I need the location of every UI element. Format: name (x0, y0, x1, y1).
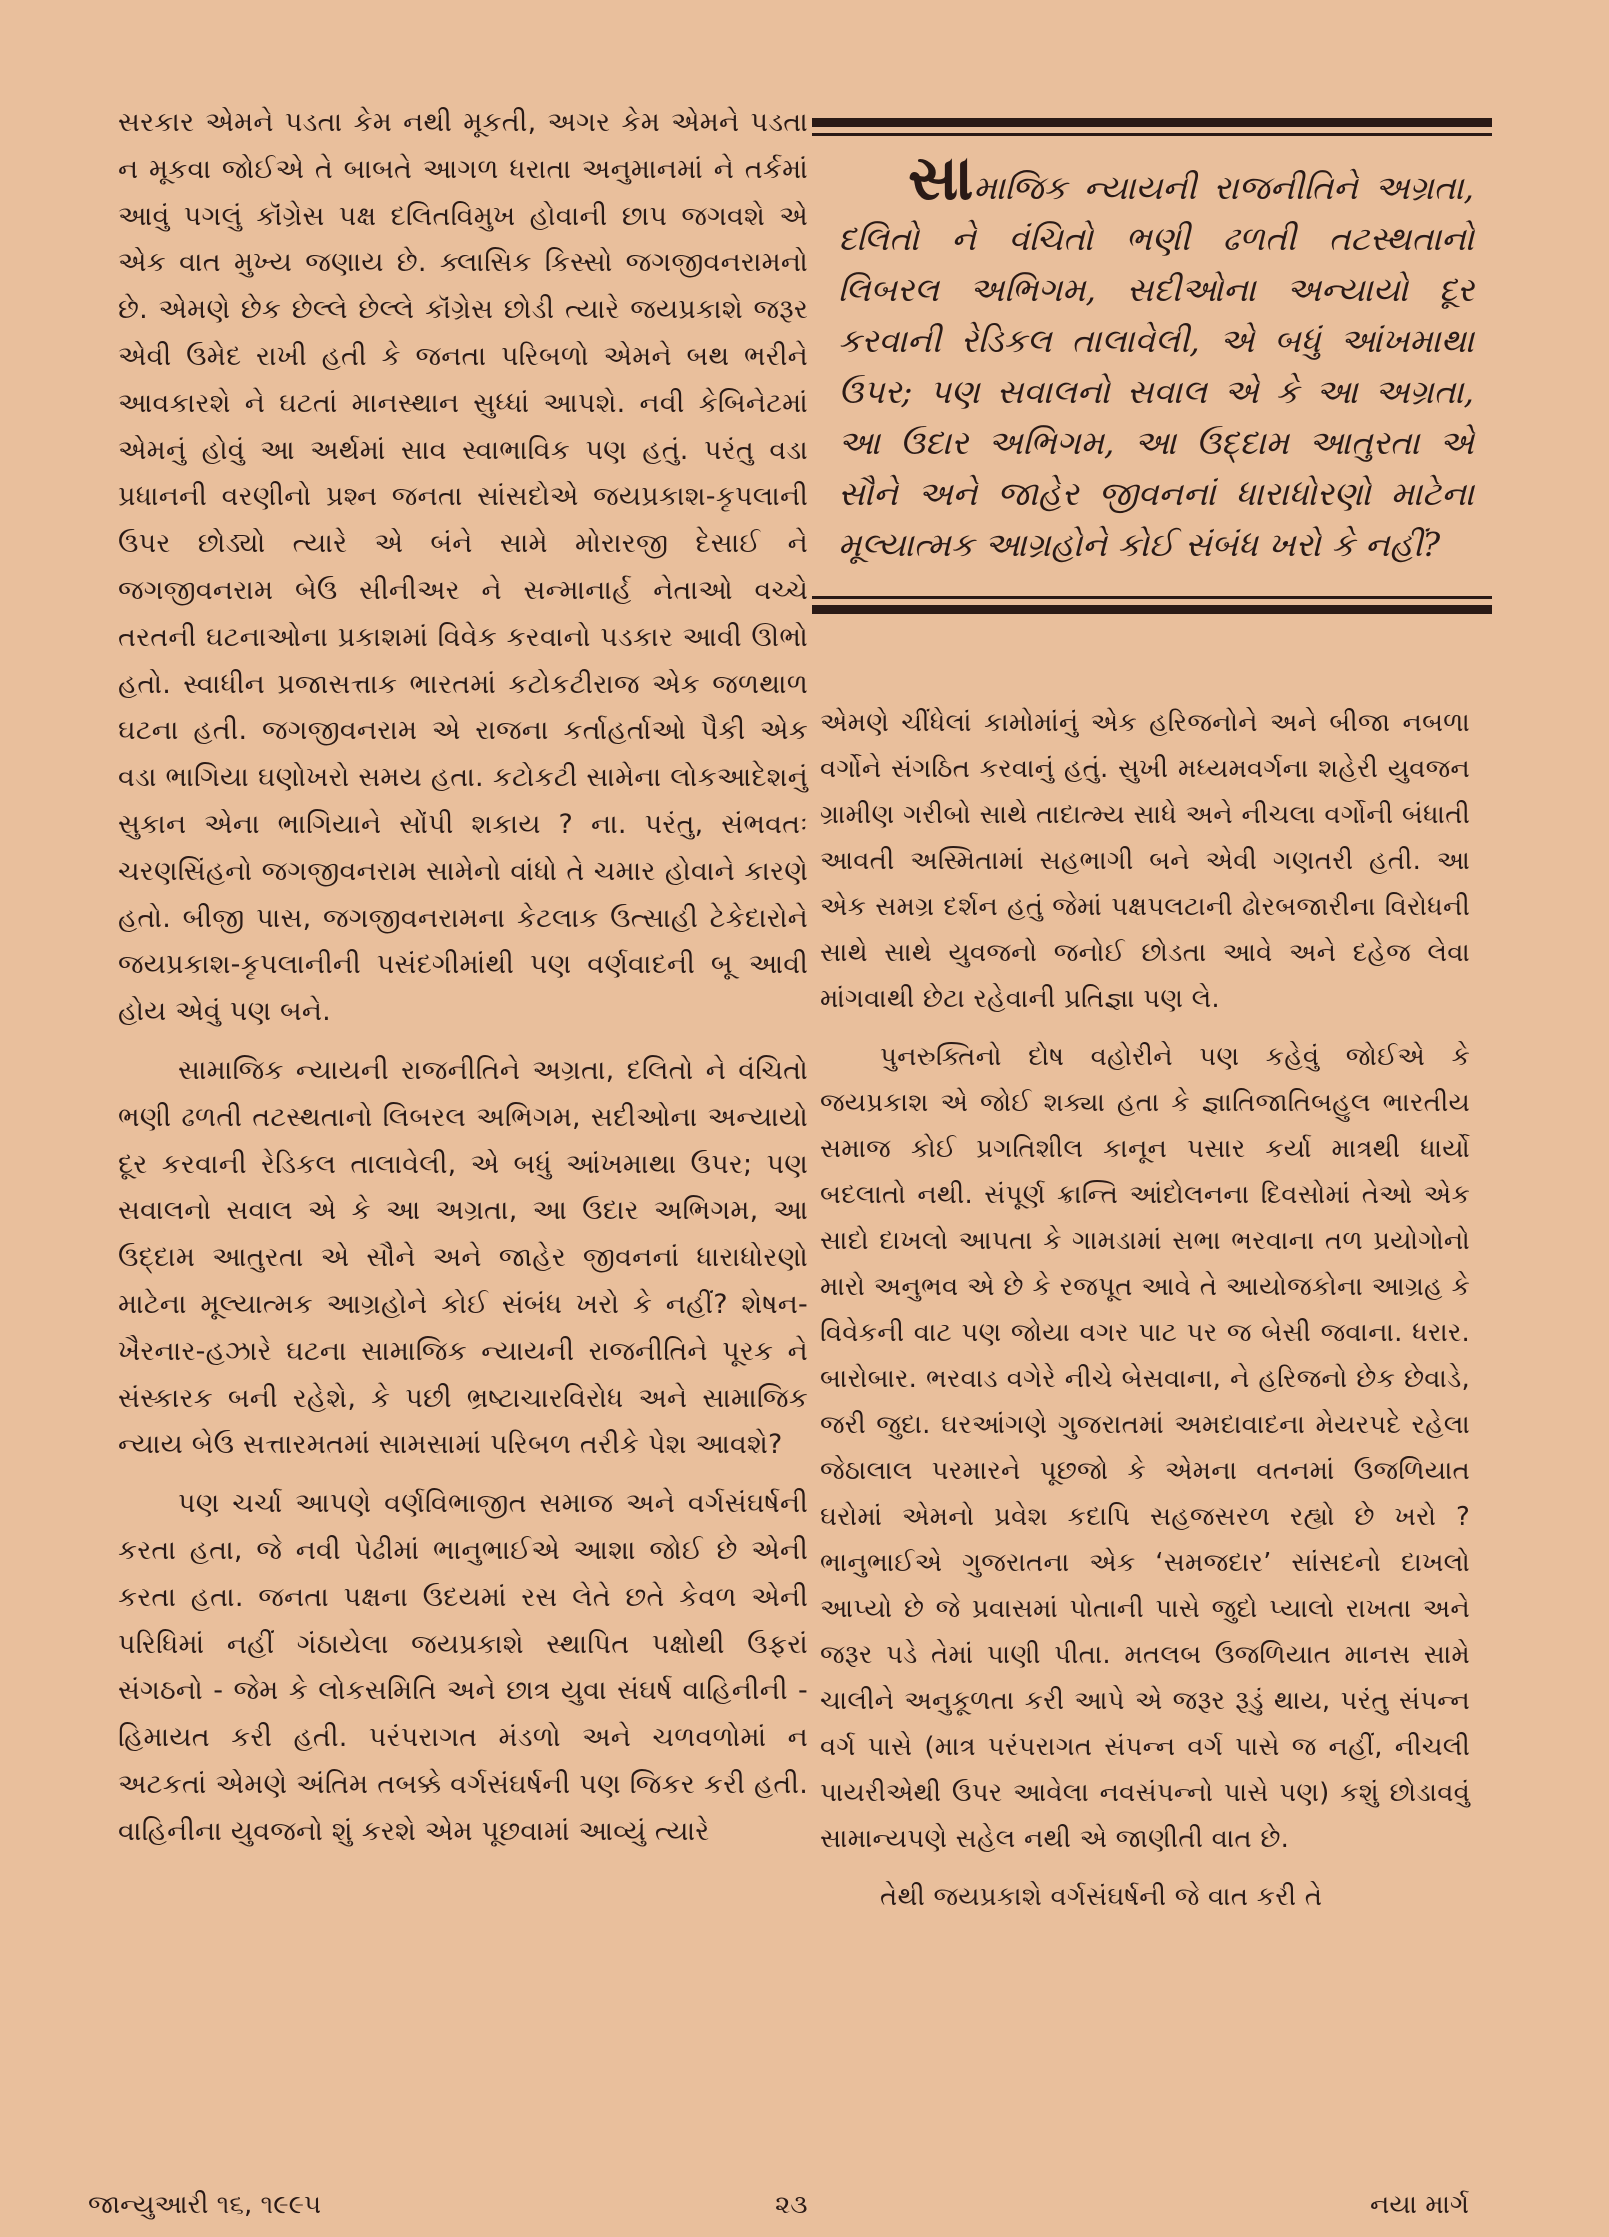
pull-quote-dropcap: સા (908, 141, 974, 214)
pull-quote-bottom-rule (812, 605, 1492, 614)
left-paragraph-2: સામાજિક ન્યાયની રાજનીતિને અગ્રતા, દલિતો ને વંચિતો ભણી ઢળતી તટસ્થતાનો લિબરલ અભિગમ, સદીઓના અન્યાયો દૂર કરવાની રેડિકલ તાલાવેલી, એ બધું આંખમાથા ઉપર; પણ સવાલનો સવાલ એ કે આ અગ્રતા, આ ઉદાર અભિગમ, આ ઉદ્દામ આતુરતા એ સૌને અને જાહેર જીવનનાં ધારાધોરણો માટેના મૂલ્યાત્મક આગ્રહોને કોઈ સંબંધ ખરો કે નહીં? શેષન-ખૈરનાર-હઝારે ઘટના સામાજિક ન્યાયની રાજનીતિને પૂરક ને સંસ્કારક બની રહેશે, કે પછી ભ્રષ્ટાચારવિરોધ અને સામાજિક ન્યાય બેઉ સત્તારમતમાં સામસામાં પરિબળ તરીકે પેશ આવશે? (118, 1054, 808, 1461)
right-paragraph-1: એમણે ચીંધેલાં કામોમાંનું એક હરિજનોને અને બીજા નબળા વર્ગોને સંગઠિત કરવાનું હતું. સુખી મધ્યમવર્ગના શહેરી યુવજન ગ્રામીણ ગરીબો સાથે તાદાત્મ્ય સાધે અને નીચલા વર્ગોની બંધાતી આવતી અસ્મિતામાં સહભાગી બને એવી ગણતરી હતી. આ એક સમગ્ર દર્શન હતું જેમાં પક્ષપલટાની ઢોરબજારીના વિરોધની સાથે સાથે યુવજનો જનોઈ છોડતા આવે અને દહેજ લેવા માંગવાથી છેટા રહેવાની પ્રતિજ્ઞા પણ લે. (820, 708, 1470, 1014)
pull-quote (812, 118, 1492, 614)
pull-quote-top-rule (812, 118, 1492, 127)
left-paragraph-3: પણ ચર્ચા આપણે વર્ણવિભાજીત સમાજ અને વર્ગસંઘર્ષની કરતા હતા, જે નવી પેઢીમાં ભાનુભાઈએ આશા જોઈ છે એની કરતા હતા. જનતા પક્ષના ઉદયમાં રસ લેતે છતે કેવળ એની પરિધિમાં નહીં ગંઠાયેલા જયપ્રકાશે સ્થાપિત પક્ષોથી ઉફરાં સંગઠનો - જેમ કે લોકસમિતિ અને છાત્ર યુવા સંઘર્ષ વાહિનીની - હિમાયત કરી હતી. પરંપરાગત મંડળો અને ચળવળોમાં ન અટકતાં એમણે અંતિમ તબક્કે વર્ગસંઘર્ષની પણ જિકર કરી હતી. વાહિનીના યુવજનો શું કરશે એમ પૂછવામાં આવ્યું ત્યારે (118, 1488, 808, 1847)
page-footer (0, 2190, 1609, 2226)
right-column (820, 700, 1470, 1932)
footer-magazine-name: નયા માર્ગ (1369, 2190, 1469, 2220)
footer-date: જાન્યુઆરી ૧૬, ૧૯૯૫ (88, 2190, 322, 2220)
pull-quote-text (812, 136, 1492, 590)
left-column (118, 100, 808, 1867)
left-paragraph-1: સરકાર એમને પડતા કેમ નથી મૂકતી, અગર કેમ એમને પડતા ન મૂકવા જોઈએ તે બાબતે આગળ ધરાતા અનુમાનમાં ને તર્કમાં આવું પગલું કૉંગ્રેસ પક્ષ દલિતવિમુખ હોવાની છાપ જગવશે એ એક વાત મુખ્ય જણાય છે. ક્લાસિક કિસ્સો જગજીવનરામનો છે. એમણે છેક છેલ્લે છેલ્લે કૉંગ્રેસ છોડી ત્યારે જયપ્રકાશે જરૂર એવી ઉમેદ રાખી હતી કે જનતા પરિબળો એમને બથ ભરીને આવકારશે ને ઘટતાં માનસ્થાન સુધ્ધાં આપશે. નવી કેબિનેટમાં એમનું હોવું આ અર્થમાં સાવ સ્વાભાવિક પણ હતું. પરંતુ વડા પ્રધાનની વરણીનો પ્રશ્ન જનતા સાંસદોએ જયપ્રકાશ-કૃપલાની ઉપર છોડ્યો ત્યારે એ બંને સામે મોરારજી દેસાઈ ને જગજીવનરામ બેઉ સીનીઅર ને સન્માનાર્હ નેતાઓ વચ્ચે તરતની ઘટનાઓના પ્રકાશમાં વિવેક કરવાનો પડકાર આવી ઊભો હતો. સ્વાધીન પ્રજાસત્તાક ભારતમાં કટોકટીરાજ એક જળથાળ ઘટના હતી. જગજીવનરામ એ રાજના કર્તાહર્તાઓ પૈકી એક વડા ભાગિયા ઘણોખરો સમય હતા. કટોકટી સામેના લોકઆદેશનું સુકાન એના ભાગિયાને સોંપી શકાય ? ના. પરંતુ, સંભવતઃ ચરણસિંહનો જગજીવનરામ સામેનો વાંધો તે ચમાર હોવાને કારણે હતો. બીજી પાસ, જગજીવનરામના કેટલાક ઉત્સાહી ટેકેદારોને જયપ્રકાશ-કૃપલાનીની પસંદગીમાંથી પણ વર્ણવાદની બૂ આવી હોય એવું પણ બને. (118, 107, 808, 1028)
footer-page-number: ૨૩ (775, 2190, 808, 2220)
pull-quote-body: માજિક ન્યાયની રાજનીતિને અગ્રતા, દલિતો ને વંચિતો ભણી ઢળતી તટસ્થતાનો લિબરલ અભિગમ, સદીઓના અન્યાયો દૂર કરવાની રેડિકલ તાલાવેલી, એ બધું આંખમાથા ઉપર; પણ સવાલનો સવાલ એ કે આ અગ્રતા, આ ઉદાર અભિગમ, આ ઉદ્દામ આતુરતા એ સૌને અને જાહેર જીવનનાં ધારાધોરણો માટેના મૂલ્યાત્મક આગ્રહોને કોઈ સંબંધ ખરો કે નહીં? (838, 168, 1474, 564)
right-paragraph-2: પુનરુક્તિનો દોષ વહોરીને પણ કહેવું જોઈએ કે જયપ્રકાશ એ જોઈ શક્યા હતા કે જ્ઞાતિજાતિબહુલ ભારતીય સમાજ કોઈ પ્રગતિશીલ કાનૂન પસાર કર્યા માત્રથી ધાર્યો બદલાતો નથી. સંપૂર્ણ ક્રાન્તિ આંદોલનના દિવસોમાં તેઓ એક સાદો દાખલો આપતા કે ગામડામાં સભા ભરવાના તળ પ્રયોગોનો મારો અનુભવ એ છે કે રજપૂત આવે તે આયોજકોના આગ્રહ કે વિવેકની વાટ પણ જોયા વગર પાટ પર જ બેસી જવાના. ધરાર. બારોબાર. ભરવાડ વગેરે નીચે બેસવાના, ને હરિજનો છેક છેવાડે, જરી જુદા. ઘરઆંગણે ગુજરાતમાં અમદાવાદના મેયરપદે રહેલા જેઠાલાલ પરમારને પૂછજો કે એમના વતનમાં ઉજળિયાત ઘરોમાં એમનો પ્રવેશ કદાપિ સહજસરળ રહ્યો છે ખરો ? ભાનુભાઈએ ગુજરાતના એક ‘સમજદાર’ સાંસદનો દાખલો આપ્યો છે જે પ્રવાસમાં પોતાની પાસે જુદો પ્યાલો રાખતા અને જરૂર પડે તેમાં પાણી પીતા. મતલબ ઉજળિયાત માનસ સામે ચાલીને અનુકૂળતા કરી આપે એ જરૂર રૂડું થાય, પરંતુ સંપન્ન વર્ગ પાસે (માત્ર પરંપરાગત સંપન્ન વર્ગ પાસે જ નહીં, નીચલી પાયરીએથી ઉપર આવેલા નવસંપન્નો પાસે પણ) કશું છોડાવવું સામાન્યપણે સહેલ નથી એ જાણીતી વાત છે. (820, 1042, 1470, 1854)
pull-quote-bottom-rule-thin (812, 596, 1492, 599)
right-paragraph-3: તેથી જયપ્રકાશે વર્ગસંઘર્ષની જે વાત કરી તે (880, 1882, 1323, 1912)
